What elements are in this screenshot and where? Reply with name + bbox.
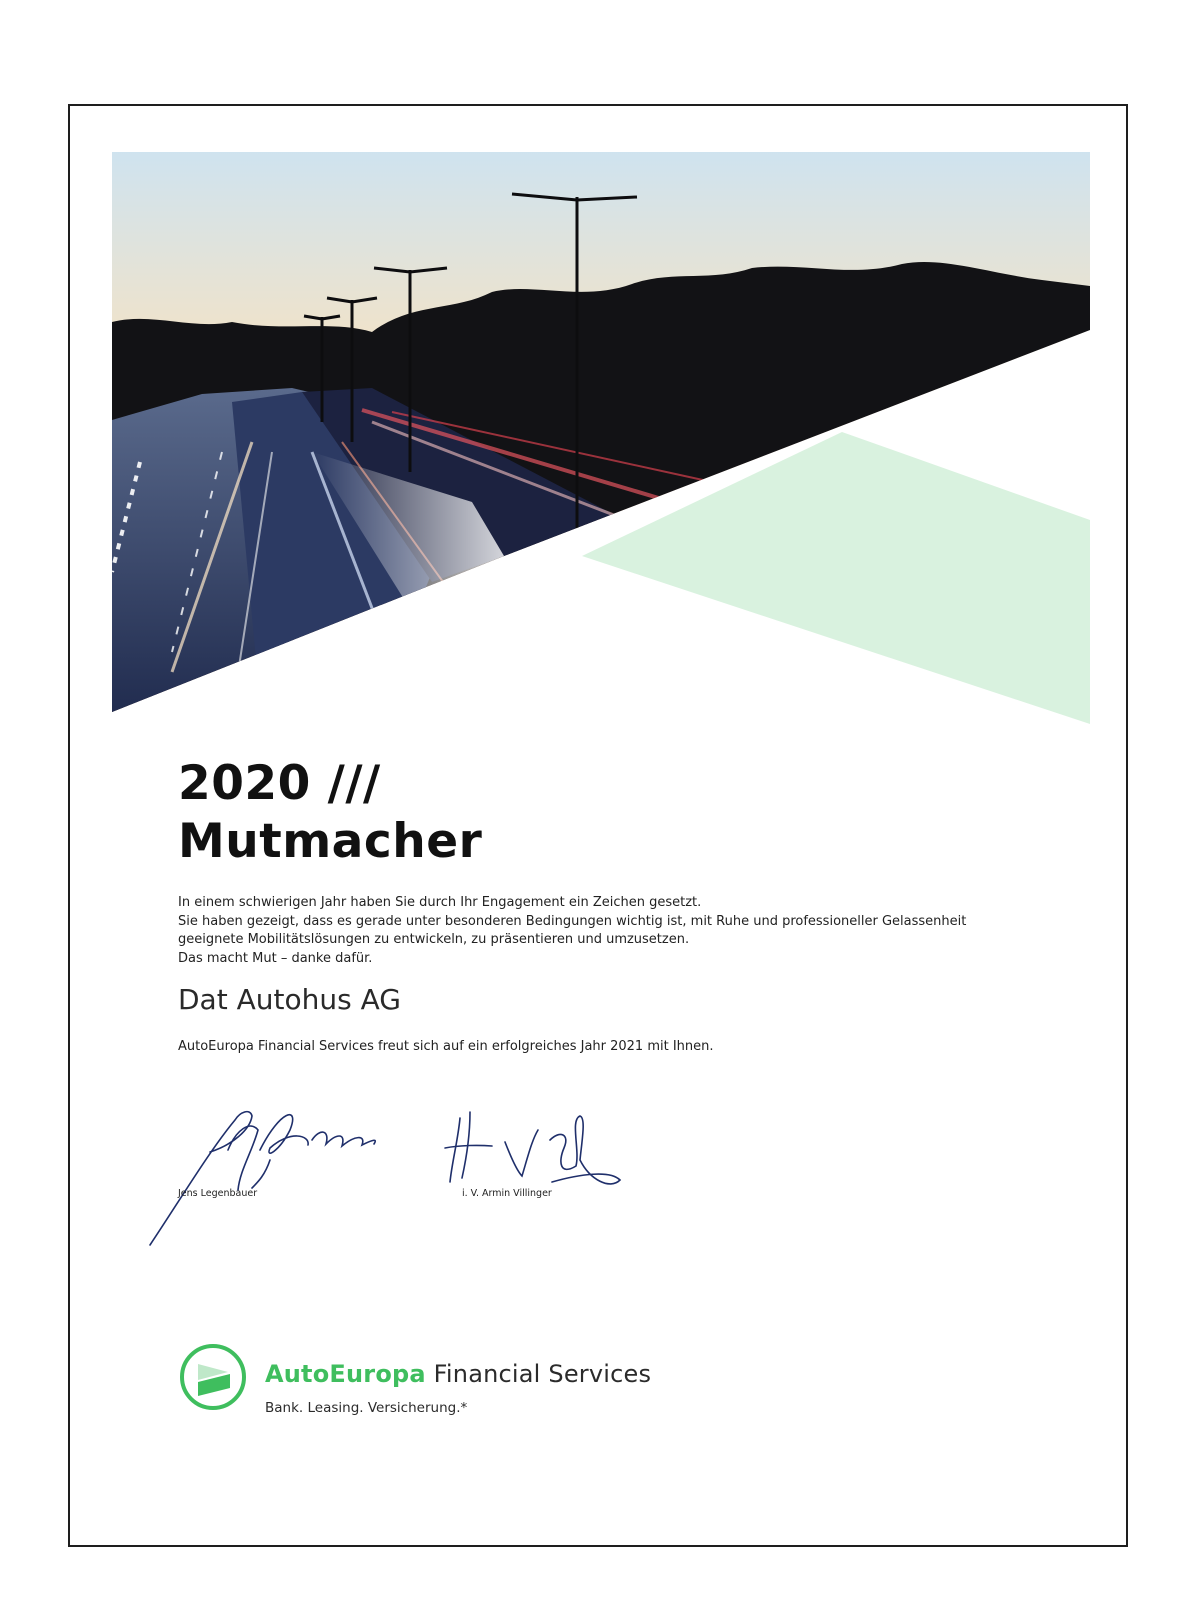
handwritten-signatures	[140, 1090, 660, 1260]
logo-tagline: Bank. Leasing. Versicherung.*	[265, 1400, 468, 1416]
signature-legenbauer	[150, 1112, 375, 1245]
certificate-headline	[178, 755, 482, 871]
logo-brand: AutoEuropa	[265, 1360, 426, 1388]
signature-villinger	[445, 1112, 620, 1184]
intro-paragraph	[178, 894, 1058, 968]
headline-title: Mutmacher	[178, 814, 483, 869]
logo-name-rest: Financial Services	[433, 1360, 652, 1388]
recipient-name: Dat Autohus AG	[178, 983, 401, 1016]
intro-line: Das macht Mut – danke dafür.	[178, 950, 373, 966]
hero-highway-photo	[112, 152, 1090, 724]
closing-line: AutoEuropa Financial Services freut sich auf ein erfolgreiches Jahr 2021 mit Ihnen.	[178, 1039, 714, 1054]
intro-line: Sie haben gezeigt, dass es gerade unter besonderen Bedingungen wichtig ist, mit Ruhe und professioneller Gelassenheit	[178, 913, 967, 929]
headline-year: 2020 ///	[178, 756, 381, 811]
intro-line: In einem schwierigen Jahr haben Sie durch Ihr Engagement ein Zeichen gesetzt.	[178, 895, 702, 910]
intro-line: geeignete Mobilitätslösungen zu entwickeln, zu präsentieren und umzusetzen.	[178, 932, 690, 947]
autoeuropa-logo-icon	[178, 1342, 248, 1412]
signer-name-1: Jens Legenbauer	[178, 1188, 258, 1199]
company-logo-name	[265, 1360, 651, 1388]
signer-name-2: i. V. Armin Villinger	[462, 1188, 552, 1199]
